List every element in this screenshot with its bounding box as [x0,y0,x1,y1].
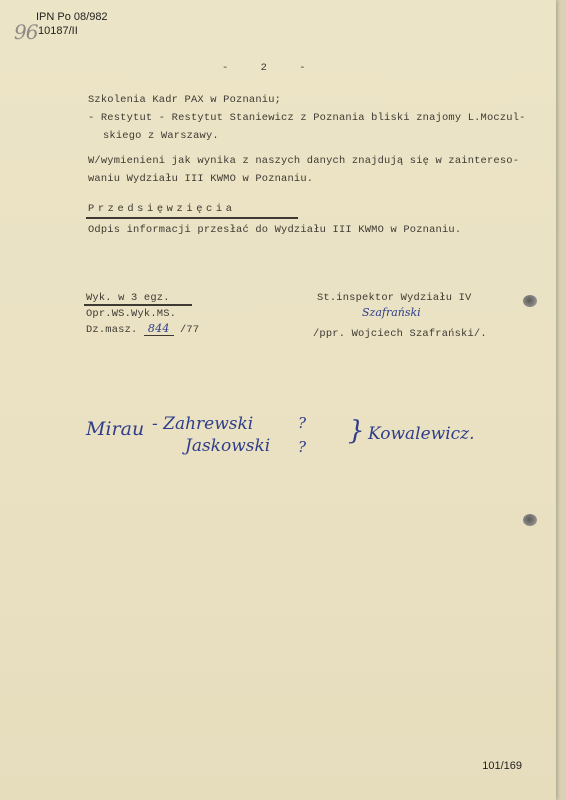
page-marker: - 2 - [222,62,306,74]
note-question-2: ? [298,438,307,456]
heading-underline [86,217,298,219]
typist-suffix: /77 [179,324,200,336]
section-heading: Przedsięwzięcia [88,203,236,215]
archive-number: 10187/II [38,25,78,37]
body-line-4: W/wymienieni jak wynika z naszych danych znajdują się w zaintereso- [88,155,520,167]
note-right-name: Kowalewicz. [368,424,475,444]
archive-reference [36,10,108,38]
archive-reference-line: IPN Po 08/982 [36,11,108,23]
typist-number: 844 [144,322,174,336]
note-left-word: Mirau [86,418,145,440]
typist-prefix: Dz.masz. [86,324,138,336]
note-name-2: Jaskowski [185,436,271,456]
note-bracket: } [348,416,365,446]
typist-note [86,322,199,336]
body-line-1: Szkolenia Kadr PAX w Poznaniu; [88,94,282,106]
note-question-1: ? [298,414,307,432]
body-line-5: waniu Wydziału III KWMO w Poznaniu. [88,173,314,185]
signatory-title: St.inspektor Wydziału IV [317,292,472,304]
handwritten-folio-number: 96 [14,20,38,44]
note-name-1: - Zahrewski [152,414,254,434]
body-line-6: Odpis informacji przesłać do Wydziału III KWMO w Poznaniu. [88,224,462,236]
body-line-3: skiego z Warszawy. [103,130,219,142]
page-reference: 101/169 [482,760,522,772]
prepared-note: Opr.WS.Wyk.MS. [86,308,177,320]
punch-hole-top [523,295,537,307]
body-line-2: - Restytut - Restytut Staniewicz z Poznania bliski znajomy L.Moczul- [88,112,526,124]
punch-hole-bottom [523,514,537,526]
copies-underline [84,304,192,306]
signatory-name: /ppr. Wojciech Szafrański/. [313,328,487,340]
signature: Szafrański [362,306,421,319]
copies-note: Wyk. w 3 egz. [86,292,170,304]
